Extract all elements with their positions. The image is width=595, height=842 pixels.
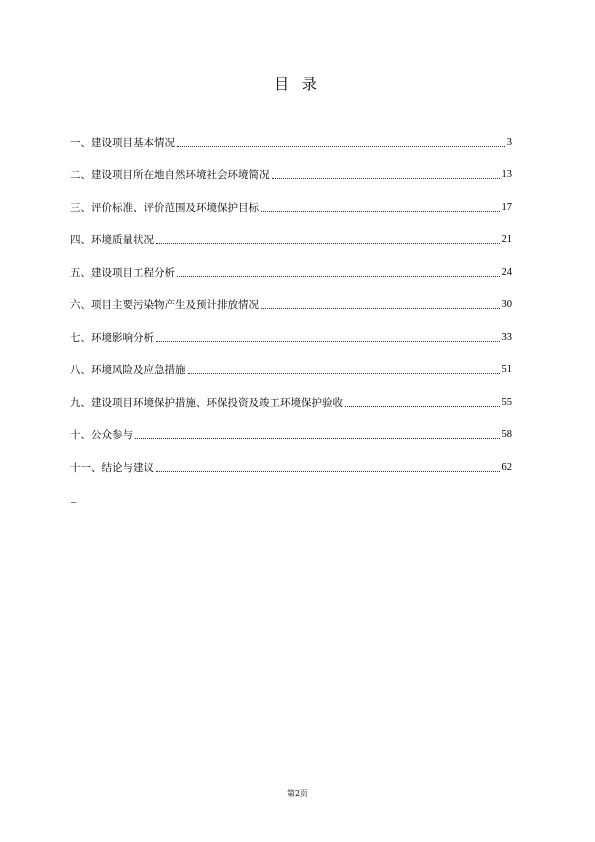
toc-entry-text: 八、环境风险及应急措施: [70, 364, 186, 376]
toc-entry-page: 51: [501, 364, 512, 375]
toc-entry-text: 六、项目主要污染物产生及预计排放情况: [70, 299, 259, 311]
toc-entry-5[interactable]: [70, 264, 512, 280]
toc-entry-text: 十、公众参与: [70, 429, 133, 441]
toc-entry-page: 62: [501, 462, 512, 473]
toc-leader-dots: [135, 437, 500, 439]
toc-entry-text: 七、环境影响分析: [70, 332, 154, 344]
toc-entry-11[interactable]: [70, 459, 512, 475]
toc-leader-dots: [188, 372, 500, 374]
toc-entry-8[interactable]: [70, 361, 512, 377]
toc-leader-dots: [156, 340, 500, 342]
toc-entry-page: 17: [501, 202, 512, 213]
toc-entry-text: 一、建设项目基本情况: [70, 137, 175, 149]
toc-entry-4[interactable]: [70, 231, 512, 247]
toc-entry-page: 21: [501, 234, 512, 245]
toc-leader-dots: [156, 470, 500, 472]
page-title: 目 录: [274, 75, 321, 93]
toc-leader-dots: [156, 242, 500, 244]
toc-entry-1[interactable]: [70, 134, 512, 150]
toc-leader-dots: [261, 210, 500, 212]
toc-entry-3[interactable]: [70, 199, 512, 215]
toc-leader-dots: [272, 177, 500, 179]
toc-leader-dots: [177, 145, 505, 147]
toc-entry-page: 30: [501, 299, 512, 310]
toc-entry-2[interactable]: [70, 166, 512, 182]
toc-leader-dots: [177, 275, 500, 277]
toc-entry-page: 3: [506, 137, 512, 148]
toc-entry-page: 58: [501, 429, 512, 440]
toc-entry-text: 二、建设项目所在地自然环境社会环境简况: [70, 169, 270, 181]
toc-entry-text: 十一、结论与建议: [70, 462, 154, 474]
toc-entry-page: 24: [501, 267, 512, 278]
toc-entry-page: 13: [501, 169, 512, 180]
toc-entry-text: 四、环境质量状况: [70, 234, 154, 246]
toc-entry-6[interactable]: [70, 296, 512, 312]
toc-entry-text: 五、建设项目工程分析: [70, 267, 175, 279]
toc-entry-page: 55: [501, 397, 512, 408]
toc-leader-dots: [261, 307, 500, 309]
page-number-footer: 第2页: [286, 789, 309, 798]
toc-entry-page: 33: [501, 332, 512, 343]
toc-entry-text: 九、建设项目环境保护措施、环保投资及竣工环境保护验收: [70, 397, 343, 409]
toc-leader-dots: [345, 405, 500, 407]
toc-entry-10[interactable]: [70, 426, 512, 442]
trailing-mark: –: [71, 497, 76, 508]
toc-entry-7[interactable]: [70, 329, 512, 345]
toc-entry-9[interactable]: [70, 394, 512, 410]
toc-entry-text: 三、评价标准、评价范围及环境保护目标: [70, 202, 259, 214]
